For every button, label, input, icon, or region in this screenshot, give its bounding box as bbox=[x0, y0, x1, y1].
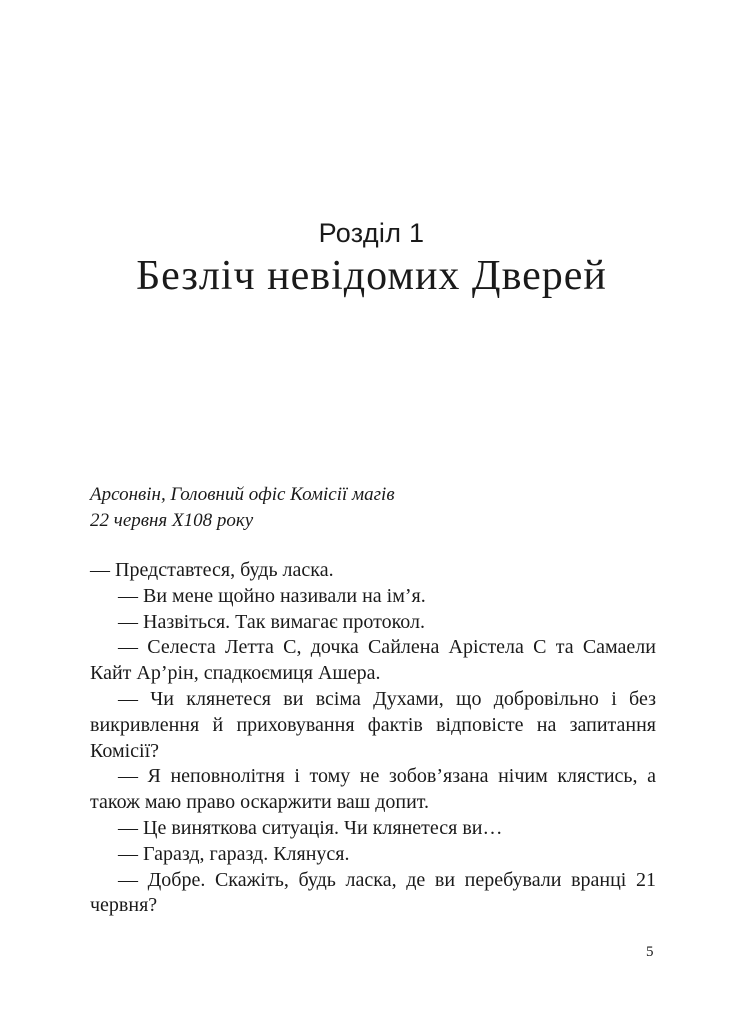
location-place: Арсонвін, Головний офіс Комісії магів bbox=[90, 484, 395, 505]
dialogue-line: — Представтеся, будь ласка. bbox=[90, 559, 334, 581]
dialogue-line: — Я неповнолітня і тому не зобов’язана нічим клястись, а також маю право оскаржити ваш допит. bbox=[90, 765, 656, 814]
dialogue bbox=[90, 558, 656, 919]
chapter-label: Розділ 1 bbox=[318, 218, 425, 248]
location-block bbox=[90, 482, 660, 534]
dialogue-line: — Селеста Летта С, дочка Сайлена Арістела С та Самаели Кайт Ар’рін, спадкоємиця Ашера. bbox=[90, 636, 656, 685]
dialogue-line: — Добре. Скажіть, будь ласка, де ви перебували вранці 21 червня? bbox=[90, 868, 656, 917]
dialogue-line: — Назвіться. Так вимагає протокол. bbox=[118, 610, 426, 633]
page-number: 5 bbox=[646, 944, 654, 960]
dialogue-line: — Гаразд, гаразд. Клянуся. bbox=[118, 842, 350, 865]
dialogue-line: — Це виняткова ситуація. Чи клянетеся ви… bbox=[118, 816, 503, 839]
location-date: 22 червня Х108 року bbox=[90, 510, 254, 531]
dialogue-line: — Ви мене щойно називали на ім’я. bbox=[118, 584, 426, 607]
dialogue-line: — Чи клянетеся ви всіма Духами, що добровільно і без викривлення й приховування фактів відповісте на запитання Комісії? bbox=[90, 687, 656, 762]
chapter-title: Безліч невідомих Дверей bbox=[136, 253, 607, 299]
